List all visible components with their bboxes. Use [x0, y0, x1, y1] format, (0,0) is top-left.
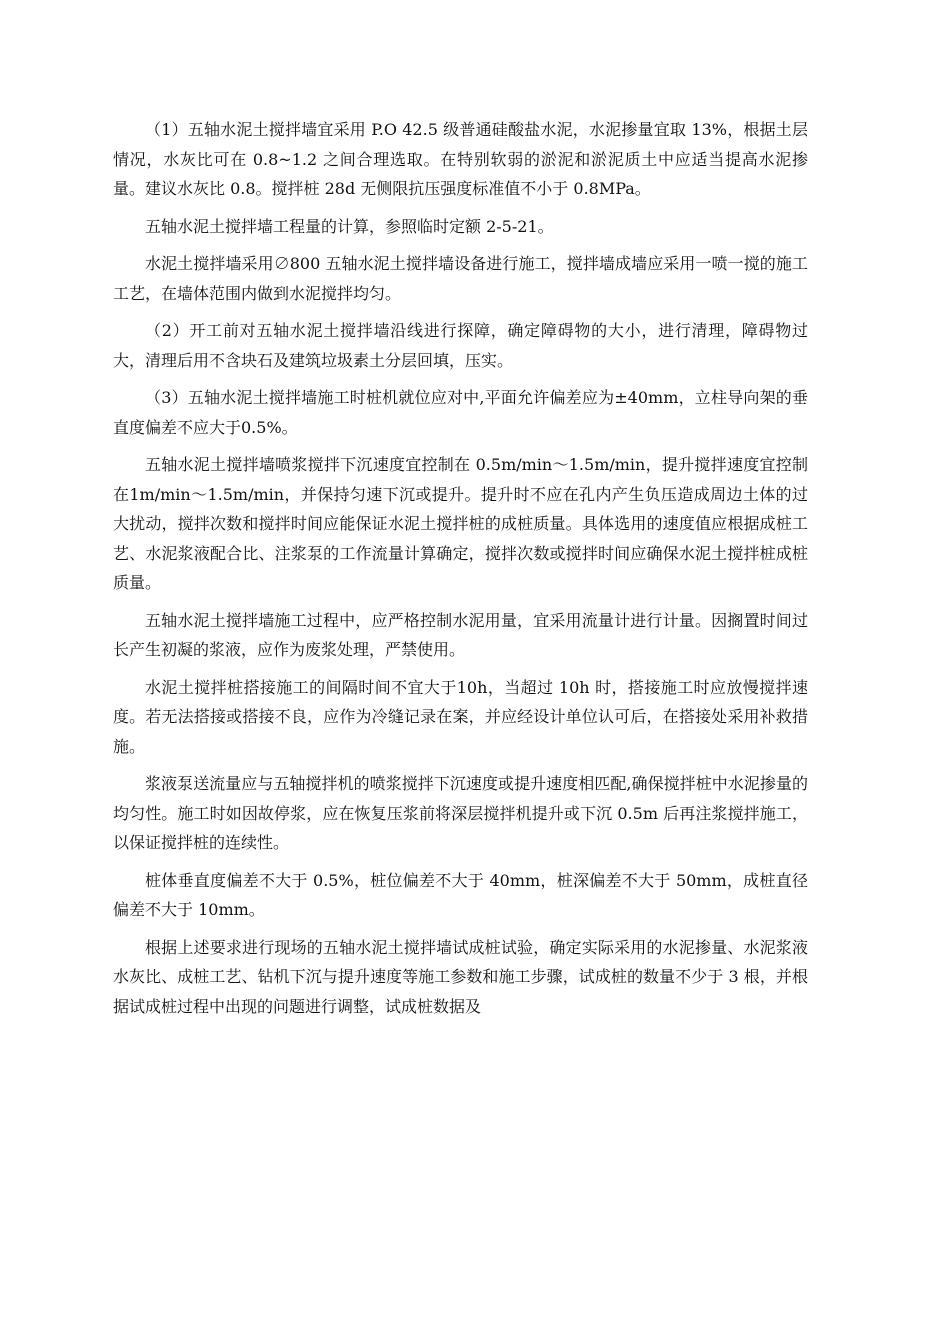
paragraph-3: 水泥土搅拌墙采用∅800 五轴水泥土搅拌墙设备进行施工，搅拌墙成墙应采用一喷一搅的施工工艺，在墙体范围内做到水泥搅拌均匀。 — [113, 254, 808, 303]
document-body — [113, 115, 808, 1029]
paragraph-11: 根据上述要求进行现场的五轴水泥土搅拌墙试成桩试验，确定实际采用的水泥掺量、水泥浆液水灰比、成桩工艺、钻机下沉与提升速度等施工参数和施工步骤，试成桩的数量不少于 3 根，并根据试成桩过程中出现的问题进行调整，试成桩数据及 — [113, 937, 808, 1016]
paragraph-10: 桩体垂直度偏差不大于 0.5%，桩位偏差不大于 40mm，桩深偏差不大于 50mm，成桩直径偏差不大于 10mm。 — [113, 870, 808, 919]
paragraph-9: 浆液泵送流量应与五轴搅拌机的喷浆搅拌下沉速度或提升速度相匹配,确保搅拌桩中水泥掺量的均匀性。施工时如因故停浆，应在恢复压浆前将深层搅拌机提升或下沉 0.5m 后再注浆搅拌施工，以保证搅拌桩的连续性。 — [113, 774, 808, 852]
paragraph-7: 五轴水泥土搅拌墙施工过程中，应严格控制水泥用量，宜采用流量计进行计量。因搁置时间过长产生初凝的浆液，应作为废浆处理，严禁使用。 — [113, 610, 808, 659]
paragraph-5: （3）五轴水泥土搅拌墙施工时桩机就位应对中,平面允许偏差应为±40mm，立柱导向架的垂直度偏差不应大于0.5%。 — [113, 388, 808, 437]
paragraph-2: 五轴水泥土搅拌墙工程量的计算，参照临时定额 2-5-21。 — [145, 216, 554, 236]
paragraph-8: 水泥土搅拌桩搭接施工的间隔时间不宜大于10h，当超过 10h 时，搭接施工时应放慢搅拌速度。若无法搭接或搭接不良，应作为冷缝记录在案，并应经设计单位认可后，在搭接处采用补救措施。 — [113, 677, 808, 756]
paragraph-6: 五轴水泥土搅拌墙喷浆搅拌下沉速度宜控制在 0.5m/min～1.5m/min，提升搅拌速度宜控制在1m/min～1.5m/min，并保持匀速下沉或提升。提升时不应在孔内产生负压造成周边土体的过大扰动，搅拌次数和搅拌时间应能保证水泥土搅拌桩的成桩质量。具体选用的速度值应根据成桩工艺、水泥浆液配合比、注浆泵的工作流量计算确定，搅拌次数或搅拌时间应确保水泥土搅拌桩成桩质量。 — [113, 455, 808, 592]
paragraph-1: （1）五轴水泥土搅拌墙宜采用 P.O 42.5 级普通硅酸盐水泥，水泥掺量宜取 13%，根据土层情况，水灰比可在 0.8~1.2 之间合理选取。在特别软弱的淤泥和淤泥质土中应适当提高水泥掺量。建议水灰比 0.8。搅拌桩 28d 无侧限抗压强度标准值不小于 0.8MPa。 — [113, 120, 808, 198]
paragraph-4: （2）开工前对五轴水泥土搅拌墙沿线进行探障，确定障碍物的大小，进行清理，障碍物过大，清理后用不含块石及建筑垃圾素土分层回填，压实。 — [113, 321, 808, 370]
